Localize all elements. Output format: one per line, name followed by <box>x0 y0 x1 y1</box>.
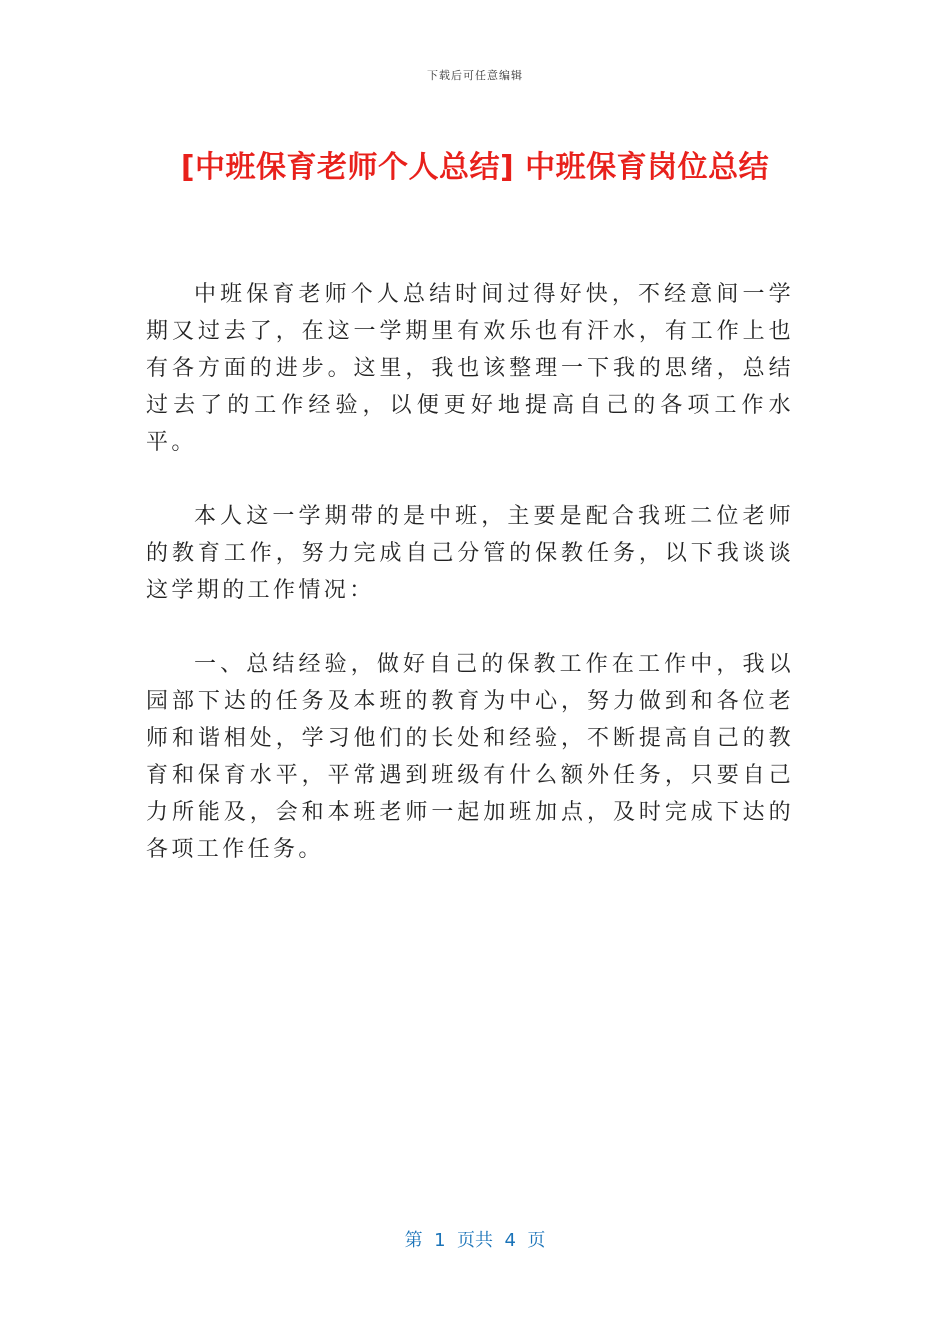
paragraph-3: 一、总结经验，做好自己的保教工作在工作中，我以园部下达的任务及本班的教育为中心，努力做到和各位老师和谐相处，学习他们的长处和经验，不断提高自己的教育和保育水平，平常遇到班级有什么额外任务，只要自己力所能及，会和本班老师一起加班加点，及时完成下达的各项工作任务。 <box>146 652 794 862</box>
page-number: 第 1 页共 4 页 <box>404 1230 546 1251</box>
document-body <box>146 276 794 905</box>
paragraph-2: 本人这一学期带的是中班，主要是配合我班二位老师的教育工作，努力完成自己分管的保教任务，以下我谈谈这学期的工作情况： <box>146 504 794 603</box>
header-note: 下载后可任意编辑 <box>427 69 523 82</box>
paragraph-1: 中班保育老师个人总结时间过得好快，不经意间一学期又过去了，在这一学期里有欢乐也有汗水，有工作上也有各方面的进步。这里，我也该整理一下我的思绪，总结过去了的工作经验，以便更好地提高自己的各项工作水平。 <box>146 282 794 455</box>
document-title: [中班保育老师个人总结] 中班保育岗位总结 <box>180 150 770 185</box>
